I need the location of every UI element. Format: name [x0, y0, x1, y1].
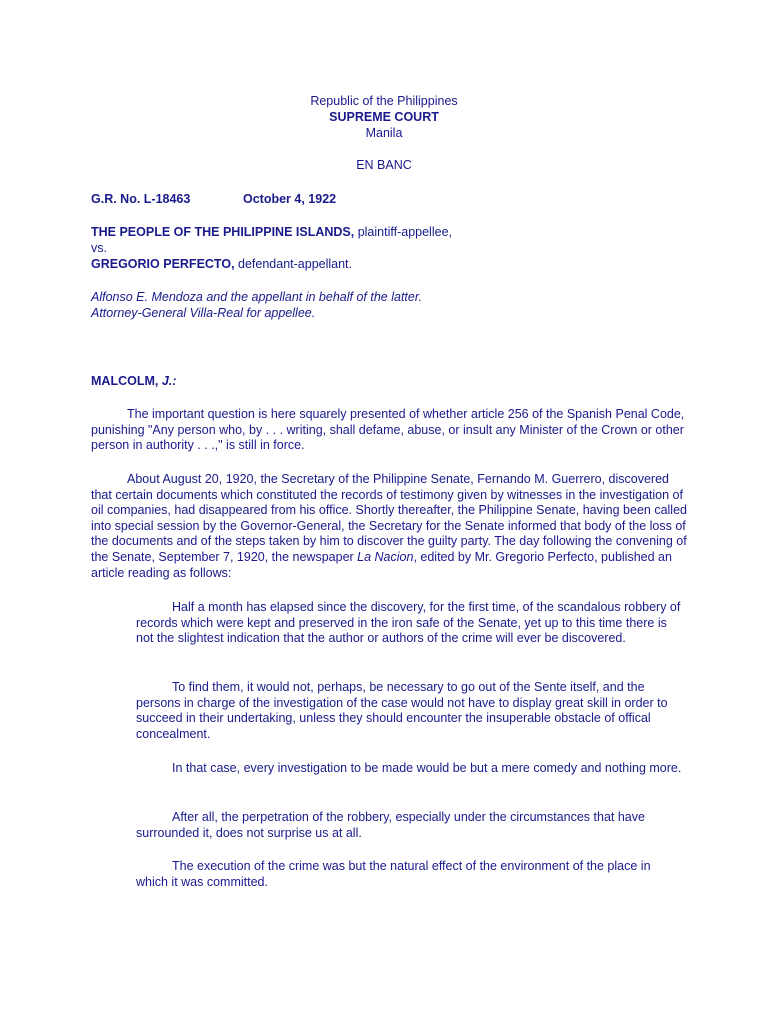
counsel-appellant: Alfonso E. Mendoza and the appellant in behalf of the latter. — [91, 290, 423, 304]
case-number: G.R. No. L-18463 — [91, 192, 191, 206]
paragraph-2 — [91, 472, 687, 581]
quote-paragraph-5: The execution of the crime was but the natural effect of the environment of the place in which it was committed. — [136, 859, 651, 889]
justice-title: J.: — [161, 374, 177, 388]
defendant-name: GREGORIO PERFECTO, — [91, 257, 235, 271]
header-city: Manila — [365, 126, 403, 140]
quote-paragraph-1: Half a month has elapsed since the discovery, for the first time, of the scandalous robbery of records which were kept and preserved in the iron safe of the Senate, yet up to this time there is not the slightest indication that the author or authors of the crime will ever be discovered. — [136, 600, 681, 646]
justice-heading — [91, 374, 691, 390]
header-republic: Republic of the Philippines — [310, 94, 458, 108]
paragraph-1: The important question is here squarely presented of whether article 256 of the Spanish Penal Code, punishing "Any person who, by . . . writing, shall defame, abuse, or insult any Minister of the Crown or other person in authority . . .," is still in force. — [91, 407, 685, 453]
header-division: EN BANC — [356, 158, 412, 172]
counsel-appellee: Attorney-General Villa-Real for appellee. — [91, 306, 316, 320]
paragraph-2-text-a: About August 20, 1920, the Secretary of the Philippine Senate, Fernando M. Guerrero, discovered that certain documents which constituted the records of testimony given by witnesses in the investigation of oil companies, had disappeared from his office. Shortly thereafter, the Philippine Senate, having been called into special session by the Governor-General, the Secretary for the Senate informed that body of the loss of the documents and of the steps taken by him to discover the guilty party. The day following the convening of the Senate, September 7, 1920, the newspaper — [91, 472, 687, 564]
case-date: October 4, 1922 — [243, 192, 337, 206]
justice-name: MALCOLM, — [91, 374, 162, 388]
paragraph-2-text-b: , edited by Mr. Gregorio Perfecto, published an article reading as follows: — [91, 549, 672, 580]
newspaper-name: La Nacion — [357, 549, 414, 564]
plaintiff-name: THE PEOPLE OF THE PHILIPPINE ISLANDS, — [91, 225, 355, 239]
case-number-row — [91, 192, 691, 208]
header-court: SUPREME COURT — [329, 110, 439, 124]
quote-paragraph-4: After all, the perpetration of the robbery, especially under the circumstances that have surrounded it, does not surprise us at all. — [136, 810, 645, 840]
defendant-role: defendant-appellant. — [234, 257, 353, 271]
defendant-line — [91, 257, 691, 273]
versus: vs. — [91, 241, 107, 255]
quote-paragraph-3: In that case, every investigation to be made would be but a mere comedy and nothing more. — [172, 761, 682, 775]
plaintiff-role: plaintiff-appellee, — [354, 225, 452, 239]
quote-paragraph-2: To find them, it would not, perhaps, be necessary to go out of the Sente itself, and the persons in charge of the investigation of the case would not have to display great skill in order to succeed in their undertaking, unless they should encounter the insuperable obstacle of offical concealment. — [136, 680, 668, 741]
plaintiff-line — [91, 225, 691, 241]
